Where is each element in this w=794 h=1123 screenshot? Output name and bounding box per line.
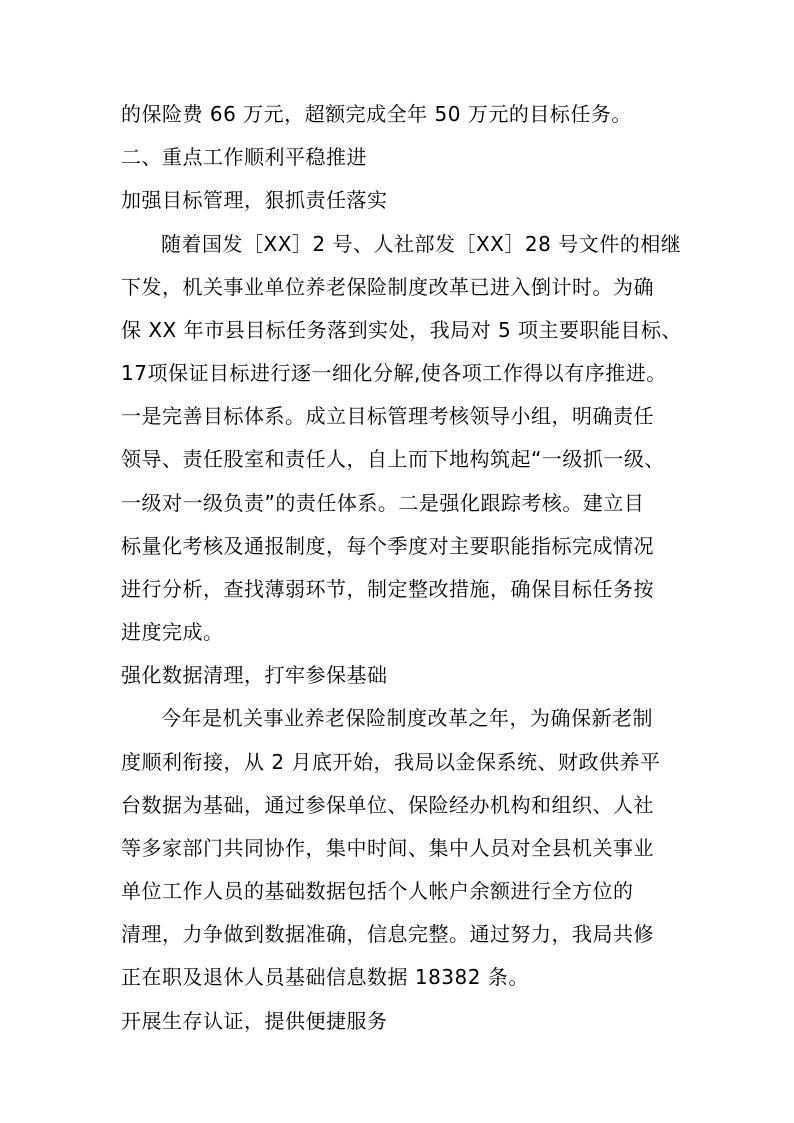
paragraph2-line-5: 单位工作人员的基础数据包括个人帐户余额进行全方位的 <box>121 879 634 903</box>
text-line-1: 的保险费 66 万元，超额完成全年 50 万元的目标任务。 <box>121 102 632 126</box>
paragraph2-line-4: 等多家部门共同协作，集中时间、集中人员对全县机关事业 <box>121 836 654 860</box>
paragraph-line-5: 一是完善目标体系。成立目标管理考核领导小组，明确责任 <box>121 404 654 428</box>
subheading-survival-certification: 开展生存认证，提供便捷服务 <box>121 1009 388 1033</box>
subheading-data-cleanup: 强化数据清理，打牢参保基础 <box>121 663 388 687</box>
paragraph-line-7: 一级对一级负责”的责任体系。二是强化跟踪考核。建立目 <box>121 491 645 515</box>
paragraph2-line-7: 正在职及退休人员基础信息数据 18382 条。 <box>121 965 529 989</box>
paragraph-line-4: 17项保证目标进行逐一细化分解,使各项工作得以有序推进。 <box>121 361 667 385</box>
paragraph-line-3: 保 XX 年市县目标任务落到实处，我局对 5 项主要职能目标、 <box>121 318 683 342</box>
paragraph2-line-1: 今年是机关事业养老保险制度改革之年，为确保新老制 <box>161 706 653 730</box>
subheading-target-management: 加强目标管理，狠抓责任落实 <box>121 188 388 212</box>
paragraph2-line-3: 台数据为基础，通过参保单位、保险经办机构和组织、人社 <box>121 793 654 817</box>
paragraph-line-6: 领导、责任股室和责任人，自上而下地构筑起“一级抓一级、 <box>121 447 665 471</box>
paragraph2-line-6: 清理，力争做到数据准确，信息完整。通过努力，我局共修 <box>121 922 654 946</box>
paragraph-line-8: 标量化考核及通报制度，每个季度对主要职能指标完成情况 <box>121 534 654 558</box>
paragraph-line-2: 下发，机关事业单位养老保险制度改革已进入倒计时。为确 <box>121 275 654 299</box>
section-heading-2: 二、重点工作顺利平稳推进 <box>121 145 367 169</box>
paragraph-line-9: 进行分析，查找薄弱环节，制定整改措施，确保目标任务按 <box>121 577 654 601</box>
paragraph2-line-2: 度顺利衔接，从 2 月底开始，我局以金保系统、财政供养平 <box>121 750 661 774</box>
paragraph-line-10: 进度完成。 <box>121 620 224 644</box>
paragraph-line-1: 随着国发［XX］2 号、人社部发［XX］28 号文件的相继 <box>161 232 682 256</box>
